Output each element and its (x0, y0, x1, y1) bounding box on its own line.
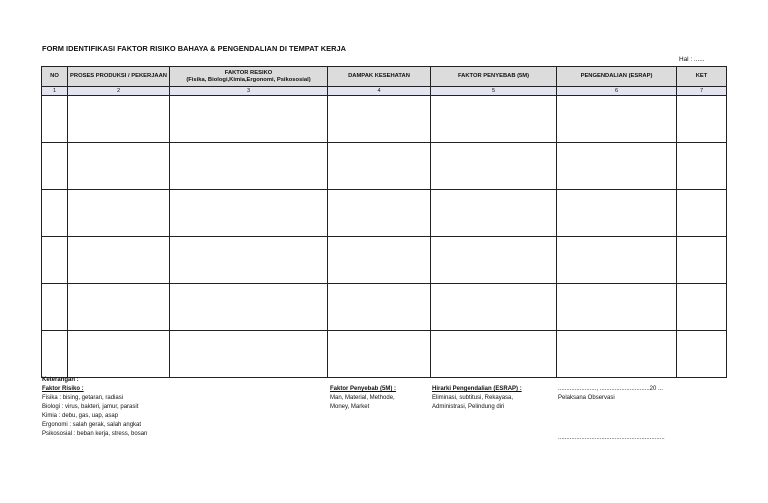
table-cell[interactable] (170, 143, 328, 190)
table-cell[interactable] (677, 284, 727, 331)
table-cell[interactable] (68, 143, 170, 190)
table-cell[interactable] (170, 96, 328, 143)
risk-factor-line: Ergonomi : salah gerak, salah angkat (42, 422, 142, 428)
header-health-impact: DAMPAK KESEHATAN (328, 67, 431, 87)
table-cell[interactable] (328, 237, 431, 284)
table-cell[interactable] (68, 237, 170, 284)
table-cell[interactable] (170, 284, 328, 331)
header-risk-factor-title: FAKTOR RESIKO (224, 69, 273, 76)
header-note: KET (677, 67, 727, 87)
table-cell[interactable] (557, 143, 677, 190)
header-risk-factor (170, 67, 328, 87)
header-row (42, 67, 727, 87)
table-cell[interactable] (557, 190, 677, 237)
table-cell[interactable] (42, 96, 68, 143)
table-cell[interactable] (42, 143, 68, 190)
page-number-label: Hal : ...... (679, 56, 705, 63)
risk-factor-heading: Faktor Risiko : (42, 386, 84, 392)
table-cell[interactable] (677, 190, 727, 237)
column-number: 5 (431, 87, 557, 96)
table-cell[interactable] (431, 237, 557, 284)
table-row (42, 331, 727, 378)
table-cell[interactable] (557, 237, 677, 284)
notes-section (42, 376, 292, 439)
table-cell[interactable] (431, 143, 557, 190)
table-cell[interactable] (42, 331, 68, 378)
risk-factor-line: Psikososial : beban kerja, stress, bosan (42, 431, 148, 437)
column-number: 1 (42, 87, 68, 96)
risk-factor-line: Fisika : bising, getaran, radiasi (42, 395, 124, 401)
table-cell[interactable] (170, 331, 328, 378)
cause-factor-line: Money, Market (330, 404, 370, 410)
table-cell[interactable] (677, 143, 727, 190)
table-row (42, 284, 727, 331)
column-number-row (42, 87, 727, 96)
control-hierarchy-line: Administrasi, Pelindung diri (432, 404, 505, 410)
table-row (42, 96, 727, 143)
cause-factor-heading: Faktor Penyebab (5M) : (330, 386, 397, 392)
column-number: 6 (557, 87, 677, 96)
table-cell[interactable] (557, 96, 677, 143)
column-number: 2 (68, 87, 170, 96)
table-cell[interactable] (431, 284, 557, 331)
form-title: FORM IDENTIFIKASI FAKTOR RISIKO BAHAYA & PENGENDALIAN DI TEMPAT KERJA (42, 44, 347, 53)
cause-factor-line: Man, Material, Methode, (330, 395, 395, 401)
header-cause-factor: FAKTOR PENYEBAB (5M) (431, 67, 557, 87)
column-number: 4 (328, 87, 431, 96)
table-cell[interactable] (42, 284, 68, 331)
table-row (42, 143, 727, 190)
table-cell[interactable] (42, 237, 68, 284)
cause-factor-notes (330, 385, 425, 412)
header-no: NO (42, 67, 68, 87)
signature-name-line: ................................................................ (558, 435, 665, 441)
table-cell[interactable] (431, 190, 557, 237)
table-cell[interactable] (328, 96, 431, 143)
table-cell[interactable] (431, 96, 557, 143)
table-cell[interactable] (170, 237, 328, 284)
signature-role: Pelaksana Observasi (558, 395, 615, 401)
column-number: 3 (170, 87, 328, 96)
table-row (42, 190, 727, 237)
table-cell[interactable] (328, 190, 431, 237)
table-cell[interactable] (431, 331, 557, 378)
table-cell[interactable] (68, 190, 170, 237)
table-cell[interactable] (328, 331, 431, 378)
table-cell[interactable] (557, 331, 677, 378)
control-hierarchy-notes (432, 385, 552, 412)
column-number: 7 (677, 87, 727, 96)
identification-table (41, 66, 727, 378)
table-row (42, 237, 727, 284)
risk-factor-line: Biologi : virus, bakteri, jamur, parasit (42, 404, 139, 410)
notes-label: Keterangan : (42, 377, 79, 383)
table-cell[interactable] (677, 331, 727, 378)
header-production-process: PROSES PRODUKSI / PEKERJAAN (68, 67, 170, 87)
header-control: PENGENDALIAN (ESRAP) (557, 67, 677, 87)
table-cell[interactable] (170, 190, 328, 237)
table-cell[interactable] (68, 96, 170, 143)
control-hierarchy-line: Eliminasi, subtitusi, Rekayasa, (432, 395, 514, 401)
table-cell[interactable] (328, 284, 431, 331)
table-cell[interactable] (677, 237, 727, 284)
table-cell[interactable] (68, 284, 170, 331)
table-cell[interactable] (557, 284, 677, 331)
signature-block (558, 385, 728, 403)
table-cell[interactable] (328, 143, 431, 190)
header-risk-factor-subtitle: (Fisika, Biologi,Kimia,Ergonomi, Psikososial) (186, 76, 311, 83)
table-cell[interactable] (42, 190, 68, 237)
table-cell[interactable] (68, 331, 170, 378)
signature-date-line: ......................., ..............................20 ... (558, 386, 664, 392)
control-hierarchy-heading: Hirarki Pengendalian (ESRAP) : (432, 386, 522, 392)
table-cell[interactable] (677, 96, 727, 143)
risk-factor-line: Kimia : debu, gas, uap, asap (42, 413, 119, 419)
